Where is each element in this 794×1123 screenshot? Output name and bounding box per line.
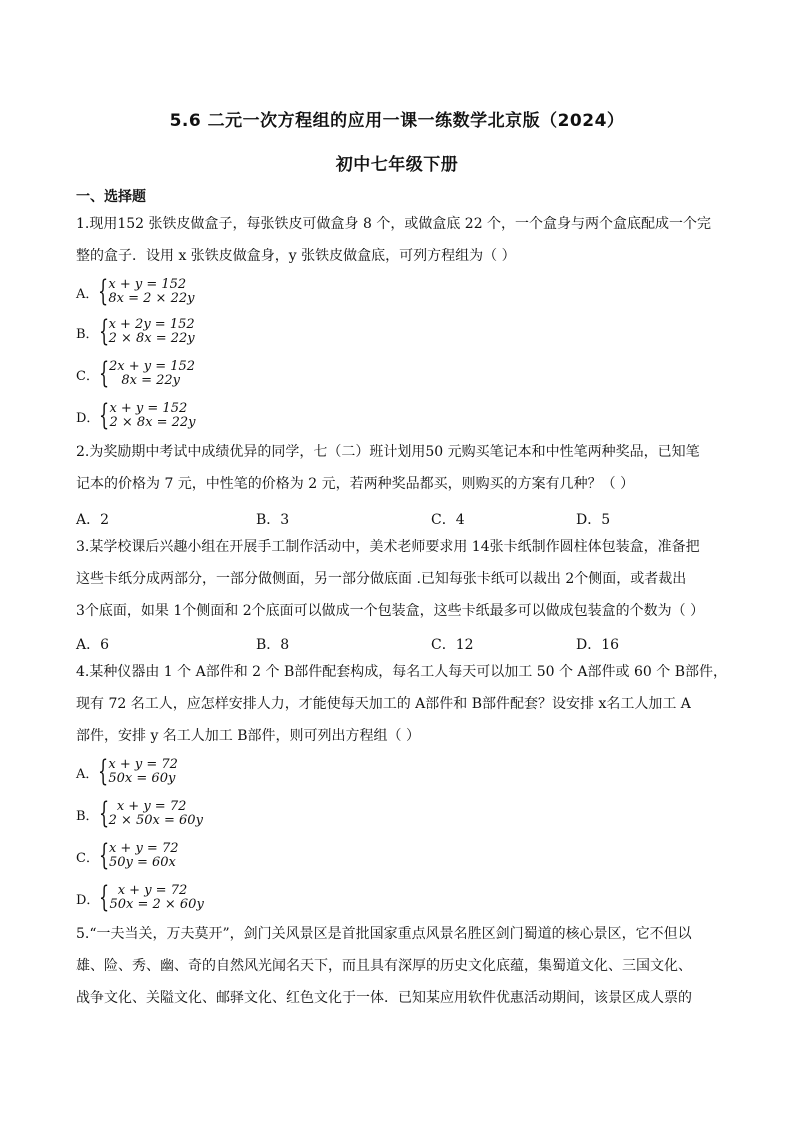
option-4a[interactable] [76,754,178,788]
equation: x + 2y = 152 [108,317,195,332]
option-1a[interactable] [76,274,195,308]
equation: x + y = 72 [108,757,178,772]
option-label: D． [76,892,100,908]
equation: 2 × 8x = 22y [108,331,195,346]
question-5-line-3: 战争文化、关隘文化、邮驿文化、红色文化于一体．已知某应用软件优惠活动期间，该景区成人票的 [76,990,692,1006]
question-3 [76,531,724,627]
equation: x + y = 72 [108,841,179,856]
document-subtitle: 初中七年级下册 [335,155,459,175]
equation: x + y = 152 [108,277,187,292]
question-5-line-1: 5.“一夫当关，万夫莫开”，剑门关风景区是首批国家重点风景名胜区剑门蜀道的核心景区，它不但以 [76,926,692,942]
option-1d[interactable] [76,398,196,432]
question-2-line-2: 记本的价格为 7 元，中性笔的价格为 2 元，若两种奖品都买，则购买的方案有几种？（ ） [76,476,635,492]
option-2d[interactable]: D．5 [576,512,611,528]
question-2-line-1: 2.为奖励期中考试中成绩优异的同学，七（二）班计划用50 元购买笔记本和中性笔两种奖品，已知笔 [76,444,700,460]
brace-icon: { [98,754,109,788]
equation-system [98,314,195,348]
option-2a[interactable]: A．2 [76,512,110,528]
option-3a[interactable]: A．6 [76,637,110,653]
option-3c[interactable]: C．12 [431,637,474,653]
brace-icon: { [99,398,110,432]
option-label: A． [76,286,99,302]
equation: 50x = 2 × 60y [109,897,204,912]
equation: 2x + y = 152 [108,359,196,374]
option-label: C． [76,850,99,866]
equation: x + y = 72 [108,799,187,814]
equation-system [98,356,196,390]
equation-system [98,754,178,788]
option-4c[interactable] [76,838,179,872]
option-1b[interactable] [76,314,195,348]
option-3d[interactable]: D．16 [576,637,620,653]
option-4b[interactable] [76,796,203,830]
question-2 [76,436,724,500]
question-4 [76,656,727,752]
section-heading: 一、选择题 [76,189,146,205]
equation: 8x = 2 × 22y [108,291,195,306]
document-title: 5.6 二元一次方程组的应用一课一练数学北京版（2024） [169,111,625,131]
option-4d[interactable] [76,880,204,914]
question-1 [76,208,724,272]
option-2c[interactable]: C．4 [431,512,465,528]
brace-icon: { [98,274,109,308]
equation-system [98,796,203,830]
equation: 2 × 8x = 22y [109,415,196,430]
equation: x + y = 152 [109,401,188,416]
option-1c[interactable] [76,356,196,390]
equation: 50y = 60x [108,855,176,870]
option-3b[interactable]: B．8 [256,637,290,653]
brace-icon: { [99,880,110,914]
option-label: A． [76,766,99,782]
brace-icon: { [98,356,110,390]
equation-system [99,398,196,432]
equation: x + y = 72 [109,883,188,898]
equation-system [99,880,204,914]
option-2b[interactable]: B．3 [256,512,290,528]
option-label: D． [76,410,100,426]
equation: 2 × 50x = 60y [108,813,203,828]
question-4-line-3: 部件，安排 y 名工人加工 B部件，则可列出方程组（ ） [76,728,420,744]
question-3-line-3: 3个底面，如果 1个侧面和 2个底面可以做成一个包装盒，这些卡纸最多可以做成包装盒的个数为（ ） [76,603,705,619]
option-label: C． [76,368,99,384]
brace-icon: { [98,314,109,348]
question-5-line-2: 雄、险、秀、幽、奇的自然风光闻名天下，而且具有深厚的历史文化底蕴，集蜀道文化、三国文化、 [76,958,692,974]
question-4-line-2: 现有 72 名工人，应怎样安排人力，才能使每天加工的 A部件和 B部件配套？设安排 x名工人加工 A [76,696,691,712]
option-label: B． [76,326,99,342]
question-1-line-1: 1.现用152 张铁皮做盒子，每张铁皮可做盒身 8 个，或做盒底 22 个，一个盒身与两个盒底配成一个完 [76,216,712,232]
option-label: B． [76,808,99,824]
equation-system [98,838,179,872]
question-5 [76,918,724,1014]
equation: 50x = 60y [108,771,176,786]
question-1-line-2: 整的盒子．设用 x 张铁皮做盒身，y 张铁皮做盒底，可列方程组为（ ） [76,248,516,264]
equation-system [98,274,195,308]
equation: 8x = 22y [108,373,180,388]
question-3-line-1: 3.某学校课后兴趣小组在开展手工制作活动中，美术老师要求用 14张卡纸制作圆柱体包装盒，准备把 [76,539,700,555]
brace-icon: { [98,796,109,830]
brace-icon: { [98,838,110,872]
question-4-line-1: 4.某种仪器由 1 个 A部件和 2 个 B部件配套构成，每名工人每天可以加工 50 个 A部件或 60 个 B部件， [76,664,727,680]
question-3-line-2: 这些卡纸分成两部分，一部分做侧面，另一部分做底面 .已知每张卡纸可以裁出 2个侧面，或者裁出 [76,571,687,587]
